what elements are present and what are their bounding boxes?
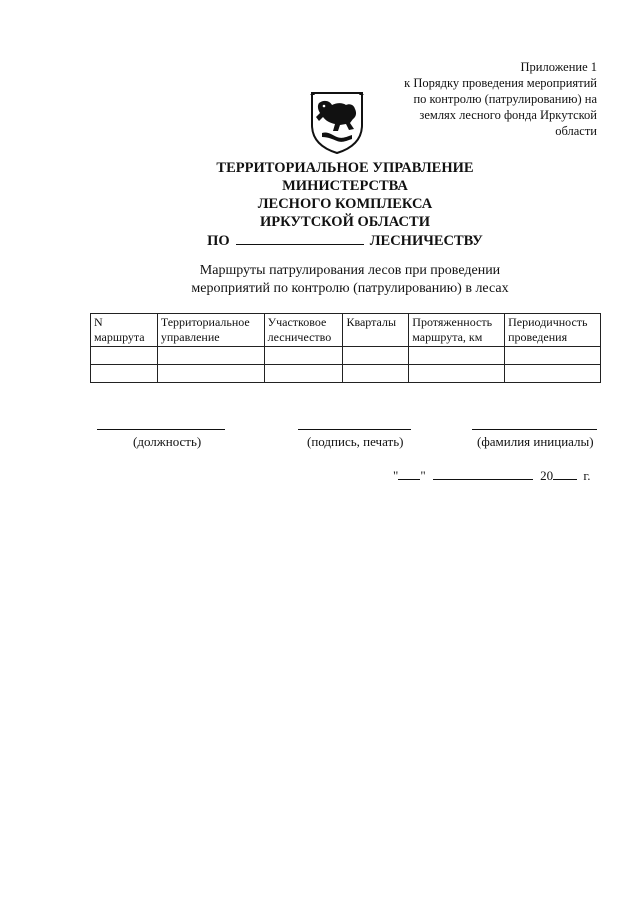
subtitle-line: Маршруты патрулирования лесов при проведении [199, 263, 501, 278]
year-suffix: г. [583, 468, 591, 483]
subtitle-line: мероприятий по контролю (патрулированию) в лесах [191, 281, 509, 296]
appendix-line: землях лесного фонда Иркутской [419, 108, 597, 122]
heading-line: ТЕРРИТОРИАЛЬНОЕ УПРАВЛЕНИЕ [216, 160, 474, 176]
heading-forestry-line [140, 231, 550, 250]
name-label: (фамилия инициалы) [477, 434, 594, 449]
column-header: Кварталы [343, 314, 409, 347]
forestry-name-blank[interactable] [236, 231, 364, 245]
signature-line[interactable] [298, 429, 411, 430]
date-open-quote: " [393, 468, 399, 483]
appendix-line: Приложение 1 [520, 60, 597, 74]
day-blank[interactable] [398, 467, 420, 480]
column-header: Участковое лесничество [264, 314, 343, 347]
table-cell[interactable] [409, 347, 505, 365]
column-header: Протяженность маршрута, км [409, 314, 505, 347]
table-row [91, 365, 601, 383]
table-cell[interactable] [157, 365, 264, 383]
table-cell[interactable] [505, 347, 601, 365]
appendix-line: к Порядку проведения мероприятий [404, 76, 597, 90]
heading-line: ЛЕСНОГО КОМПЛЕКСА [257, 196, 433, 212]
column-header: Территориальное управление [157, 314, 264, 347]
appendix-line: по контролю (патрулированию) на [413, 92, 597, 106]
table-cell[interactable] [264, 365, 343, 383]
routes-table [90, 313, 601, 383]
column-header: N маршрута [91, 314, 158, 347]
table-cell[interactable] [91, 347, 158, 365]
signature-label: (подпись, печать) [307, 434, 404, 449]
heading-line: ИРКУТСКОЙ ОБЛАСТИ [260, 214, 430, 230]
appendix-line: области [555, 124, 597, 138]
document-subtitle [150, 262, 550, 298]
year-blank[interactable] [553, 467, 577, 480]
date-line [393, 467, 591, 484]
irkutsk-coat-of-arms-icon [302, 89, 372, 155]
table-cell[interactable] [157, 347, 264, 365]
heading-prefix: ПО [207, 233, 230, 249]
position-signature-line[interactable] [97, 429, 225, 430]
heading-line: МИНИСТЕРСТВА [282, 178, 408, 194]
table-cell[interactable] [409, 365, 505, 383]
document-heading [140, 159, 550, 250]
month-blank[interactable] [433, 467, 533, 480]
date-close-quote: " [420, 468, 426, 483]
heading-suffix: ЛЕСНИЧЕСТВУ [369, 233, 483, 249]
table-cell[interactable] [91, 365, 158, 383]
column-header: Периодичность проведения [505, 314, 601, 347]
table-cell[interactable] [264, 347, 343, 365]
table-row [91, 347, 601, 365]
table-cell[interactable] [505, 365, 601, 383]
appendix-reference [367, 59, 597, 139]
position-label: (должность) [133, 434, 202, 449]
name-signature-line[interactable] [472, 429, 597, 430]
year-prefix: 20 [540, 468, 554, 483]
table-cell[interactable] [343, 365, 409, 383]
table-header-row [91, 314, 601, 347]
table-cell[interactable] [343, 347, 409, 365]
